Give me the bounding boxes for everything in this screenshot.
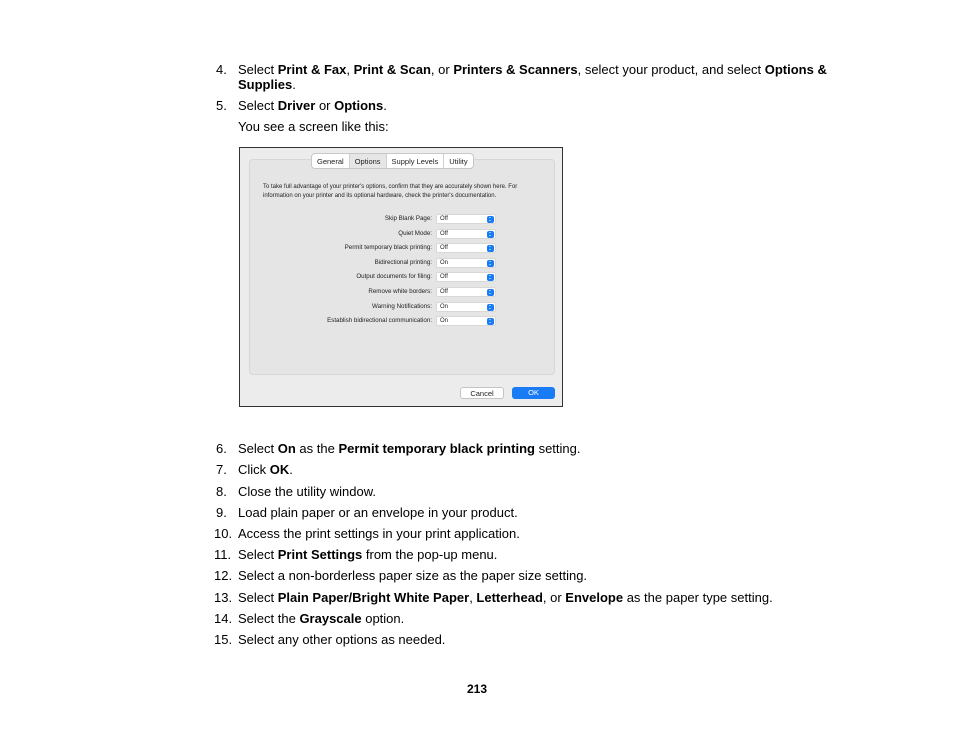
setting-value: Off xyxy=(440,216,448,222)
setting-value: Off xyxy=(440,245,448,252)
setting-select[interactable] xyxy=(436,302,496,312)
setting-value: On xyxy=(440,303,449,310)
setting-label: Warning Notifications: xyxy=(372,302,432,310)
tab-options[interactable]: Options xyxy=(350,154,387,168)
step-text: Select any other options as needed. xyxy=(238,632,446,647)
step-text: Select a non-borderless paper size as the paper size setting. xyxy=(238,568,588,583)
setting-row xyxy=(240,302,564,312)
setting-label: Remove white borders: xyxy=(368,288,432,295)
step-number: 8. xyxy=(216,484,227,499)
ok-button[interactable]: OK xyxy=(512,387,555,399)
setting-row xyxy=(240,214,564,224)
step-text: Select Print & Fax, Print & Scan, or Printers & Scanners, select your product, and select Options & Supplies. xyxy=(238,62,827,92)
setting-value: Off xyxy=(440,230,448,237)
chevron-updown-icon xyxy=(487,245,494,252)
setting-label: Output documents for filing: xyxy=(356,273,432,281)
dialog-intro: To take full advantage of your printer's options, confirm that they are accurately shown here. For information on your printer and its optional hardware, check the printer's documentation. xyxy=(263,184,518,199)
screen-note: You see a screen like this: xyxy=(238,119,389,134)
step-text: Access the print settings in your print application. xyxy=(238,526,520,541)
step-text: Select Print Settings from the pop-up menu. xyxy=(238,547,498,562)
setting-select[interactable] xyxy=(436,316,496,326)
setting-row xyxy=(240,287,564,297)
chevron-updown-icon xyxy=(487,289,494,296)
options-dialog-screenshot xyxy=(239,147,563,407)
step-text: Load plain paper or an envelope in your product. xyxy=(238,505,518,520)
setting-value: Off xyxy=(440,274,448,281)
step-number: 5. xyxy=(216,98,227,113)
setting-row xyxy=(240,229,564,239)
setting-row xyxy=(240,272,564,282)
setting-row xyxy=(240,243,564,253)
step-number: 13. xyxy=(214,590,233,605)
setting-label: Bidirectional printing: xyxy=(374,258,432,266)
setting-label: Permit temporary black printing: xyxy=(344,244,432,252)
setting-label: Skip Blank Page: xyxy=(384,215,432,222)
cancel-button[interactable]: Cancel xyxy=(460,387,504,399)
setting-select[interactable] xyxy=(436,272,496,282)
step-number: 11. xyxy=(214,547,232,562)
setting-select[interactable] xyxy=(436,214,496,224)
step-text: Select Driver or Options. xyxy=(238,98,387,113)
setting-value: Off xyxy=(440,289,448,295)
step-text: Close the utility window. xyxy=(238,484,377,499)
chevron-updown-icon xyxy=(487,216,494,223)
setting-row xyxy=(240,316,564,326)
tab-supply-levels[interactable]: Supply Levels xyxy=(387,154,445,168)
step-number: 12. xyxy=(214,568,233,583)
setting-label: Establish bidirectional communication: xyxy=(327,317,432,325)
step-number: 7. xyxy=(216,462,227,477)
setting-value: On xyxy=(440,259,449,266)
dialog-tabs xyxy=(311,153,474,169)
setting-row xyxy=(240,258,564,268)
step-text: Select the Grayscale option. xyxy=(238,611,405,626)
setting-select[interactable] xyxy=(436,287,496,297)
chevron-updown-icon xyxy=(487,231,494,238)
step-text: Click OK. xyxy=(238,462,293,477)
step-number: 15. xyxy=(214,632,233,647)
chevron-updown-icon xyxy=(487,318,494,325)
tab-utility[interactable]: Utility xyxy=(449,157,468,166)
tab-general[interactable]: General xyxy=(312,154,350,168)
page-number: 213 xyxy=(466,682,488,696)
step-text: Select Plain Paper/Bright White Paper, Letterhead, or Envelope as the paper type setting. xyxy=(238,590,773,605)
step-text: Select On as the Permit temporary black printing setting. xyxy=(238,441,581,456)
step-number: 4. xyxy=(216,62,227,77)
step-number: 9. xyxy=(216,505,227,520)
chevron-updown-icon xyxy=(487,274,494,281)
setting-select[interactable] xyxy=(436,229,496,239)
chevron-updown-icon xyxy=(487,260,494,267)
step-number: 10. xyxy=(214,526,233,541)
setting-value: On xyxy=(440,318,449,325)
step-number: 6. xyxy=(216,441,227,456)
chevron-updown-icon xyxy=(487,304,494,311)
setting-select[interactable] xyxy=(436,258,496,268)
setting-select[interactable] xyxy=(436,243,496,253)
step-number: 14. xyxy=(214,611,233,626)
setting-label: Quiet Mode: xyxy=(398,229,432,237)
